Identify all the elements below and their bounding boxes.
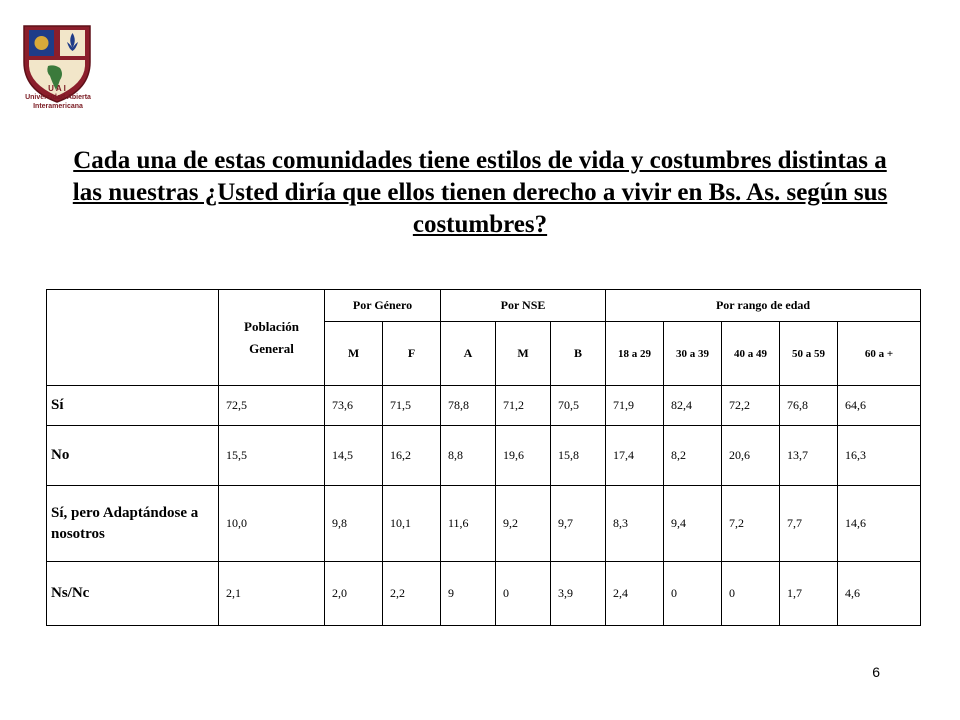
table-cell: 7,2 [722, 486, 780, 562]
table-cell: 0 [664, 562, 722, 626]
logo-caption-line2: Interamericana [33, 103, 83, 110]
header-poblacion-line1: Población [244, 318, 299, 334]
table-cell: 4,6 [838, 562, 921, 626]
table-cell: 72,5 [219, 386, 325, 426]
table-cell: 16,3 [838, 426, 921, 486]
table-row [47, 426, 921, 486]
subheader-edad-30-39: 30 a 39 [664, 322, 722, 386]
table-cell: 71,5 [383, 386, 441, 426]
sun-icon [35, 36, 49, 50]
table-cell: 73,6 [325, 386, 383, 426]
table-row [47, 486, 921, 562]
header-por-genero: Por Género [325, 290, 441, 322]
results-table [46, 289, 921, 626]
logo-caption [14, 84, 102, 111]
table-cell: 15,5 [219, 426, 325, 486]
subheader-edad-40-49: 40 a 49 [722, 322, 780, 386]
page-number: 6 [872, 664, 880, 680]
table-cell: 8,3 [606, 486, 664, 562]
table-cell: 2,2 [383, 562, 441, 626]
table-cell: 0 [722, 562, 780, 626]
table-cell: 19,6 [496, 426, 551, 486]
table-cell: 2,1 [219, 562, 325, 626]
table-cell: 76,8 [780, 386, 838, 426]
table-cell: 78,8 [441, 386, 496, 426]
table-cell: 9,4 [664, 486, 722, 562]
table-cell: 64,6 [838, 386, 921, 426]
subheader-nse-a: A [441, 322, 496, 386]
logo-monogram: UAI [48, 84, 68, 93]
subheader-genero-m: M [325, 322, 383, 386]
table-cell: 9,8 [325, 486, 383, 562]
table-cell: 20,6 [722, 426, 780, 486]
table-cell: 7,7 [780, 486, 838, 562]
header-por-rango-edad: Por rango de edad [606, 290, 921, 322]
table-cell: 72,2 [722, 386, 780, 426]
table-cell: 8,8 [441, 426, 496, 486]
subheader-edad-60-mas: 60 a + [838, 322, 921, 386]
row-label-ns-nc: Ns/Nc [47, 562, 219, 626]
table-cell: 15,8 [551, 426, 606, 486]
table-row [47, 386, 921, 426]
corner-cell [47, 290, 219, 386]
row-label-si: Sí [47, 386, 219, 426]
header-por-nse: Por NSE [441, 290, 606, 322]
table-cell: 17,4 [606, 426, 664, 486]
page-title: Cada una de estas comunidades tiene estilos de vida y costumbres distintas a las nuestras ¿Usted diría que ellos tienen derecho a vivir en Bs. As. según sus costumbres? [72, 147, 888, 238]
table-cell: 9,7 [551, 486, 606, 562]
table-cell: 8,2 [664, 426, 722, 486]
table-cell: 71,2 [496, 386, 551, 426]
table-cell: 2,0 [325, 562, 383, 626]
table-cell: 14,5 [325, 426, 383, 486]
subheader-edad-18-29: 18 a 29 [606, 322, 664, 386]
subheader-edad-50-59: 50 a 59 [780, 322, 838, 386]
row-label-no: No [47, 426, 219, 486]
table-cell: 14,6 [838, 486, 921, 562]
table-cell: 1,7 [780, 562, 838, 626]
table-row [47, 562, 921, 626]
table-cell: 2,4 [606, 562, 664, 626]
table-cell: 9,2 [496, 486, 551, 562]
row-label-si-pero: Sí, pero Adaptándose a nosotros [47, 486, 219, 562]
logo-caption-line1: Universidad Abierta [25, 94, 91, 101]
header-poblacion-line2: General [249, 340, 294, 356]
table-cell: 9 [441, 562, 496, 626]
table-cell: 13,7 [780, 426, 838, 486]
table-cell: 16,2 [383, 426, 441, 486]
table-cell: 82,4 [664, 386, 722, 426]
table-cell: 3,9 [551, 562, 606, 626]
table-cell: 11,6 [441, 486, 496, 562]
header-poblacion-general [219, 290, 325, 386]
table-cell: 70,5 [551, 386, 606, 426]
table-cell: 71,9 [606, 386, 664, 426]
subheader-nse-m: M [496, 322, 551, 386]
subheader-nse-b: B [551, 322, 606, 386]
table-cell: 0 [496, 562, 551, 626]
table-cell: 10,0 [219, 486, 325, 562]
table-cell: 10,1 [383, 486, 441, 562]
subheader-genero-f: F [383, 322, 441, 386]
